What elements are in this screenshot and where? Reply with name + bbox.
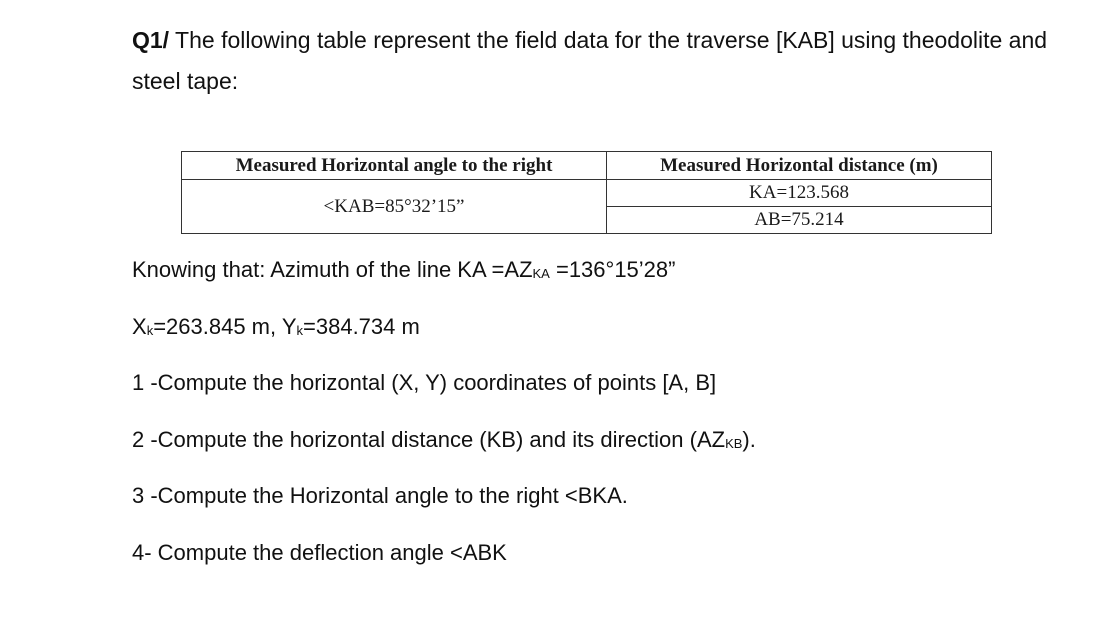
field-data-table xyxy=(181,151,992,234)
x-label: X xyxy=(132,314,147,339)
task-1: 1 -Compute the horizontal (X, Y) coordinates of points [A, B] xyxy=(132,370,717,395)
header-angle: Measured Horizontal angle to the right xyxy=(182,152,607,180)
question-text xyxy=(132,20,1092,102)
y-subscript: k xyxy=(296,323,304,338)
question-body: The following table represent the field data for the traverse [KAB] using theodolite and steel tape: xyxy=(132,27,1048,94)
azimuth-line xyxy=(132,255,675,288)
task-2-subscript: KB xyxy=(725,436,743,451)
cell-angle-kab: <KAB=85°32’15” xyxy=(182,180,607,234)
cell-distance-ab: AB=75.214 xyxy=(607,207,992,234)
azimuth-prefix: Knowing that: Azimuth of the line KA =AZ xyxy=(132,257,533,282)
task-2-prefix: 2 -Compute the horizontal distance (KB) and its direction (AZ xyxy=(132,427,726,452)
table-row xyxy=(182,180,992,207)
table-header-row xyxy=(182,152,992,180)
y-label: Y xyxy=(281,314,297,339)
azimuth-subscript: KA xyxy=(532,266,550,281)
cell-distance-ka: KA=123.568 xyxy=(607,180,992,207)
azimuth-value: =136°15’28” xyxy=(549,257,676,282)
x-subscript: k xyxy=(146,323,154,338)
task-4: 4- Compute the deflection angle <ABK xyxy=(132,540,507,565)
y-value: =384.734 m xyxy=(303,314,420,339)
task-3: 3 -Compute the Horizontal angle to the right <BKA. xyxy=(132,483,628,508)
x-value: =263.845 m, xyxy=(153,314,282,339)
header-distance: Measured Horizontal distance (m) xyxy=(607,152,992,180)
task-2-suffix: ). xyxy=(742,427,756,452)
question-label: Q1/ xyxy=(132,27,170,53)
task-2 xyxy=(132,425,756,458)
coordinates-line xyxy=(132,312,420,345)
